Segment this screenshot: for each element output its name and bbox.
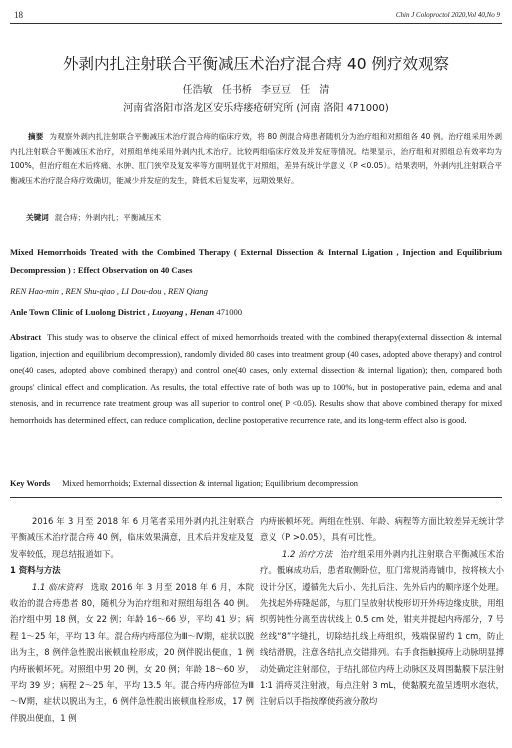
affiliation-en xyxy=(10,307,242,317)
abstract-en-label: Abstract xyxy=(10,333,42,342)
continued-paragraph: 内痔嵌顿坏死。两组在性别、年龄、病程等方面比较差异无统计学意义（P >0.05），具有可比性。 xyxy=(260,516,504,543)
keywords-en-label: Key Words xyxy=(10,479,51,488)
clinical-data-paragraph xyxy=(10,579,254,727)
keywords-cn xyxy=(26,212,161,223)
article-title-cn: 外剥内扎注射联合平衡减压术治疗混合痔 40 例疗效观察 xyxy=(62,55,450,73)
clinical-data-text: 选取 2016 年 3 月至 2018 年 6 月，本院收治的混合痔患者 80，随机分为治疗组和对照组每组各 40 例。治疗组中男 18 例，女 22 例；年龄 16～66 岁，平均 41 岁；病程 1～25 年，平均 13 年。混合痔内痔部位为Ⅲ～Ⅳ期，症状以脱出为主，8 例伴急性脱出嵌顿血栓形成，20 例伴脱出便血，1 例内痔嵌顿坏死。对照组中男 20 例，女 20 例；年龄 18～60 岁，平均 39 岁；病程 2～25 年，平均 13.5 年。混合痔内痔部位为Ⅲ～Ⅳ期，症状以脱出为主，6 例伴急性脱出嵌顿血栓形成，17 例伴脱出便血，1 例 xyxy=(10,581,254,723)
running-header xyxy=(10,8,502,22)
authors-en: REN Hao-min , REN Shu-qiao , LI Dou-dou , REN Qiang xyxy=(10,286,208,296)
abstract-cn xyxy=(10,130,502,188)
intro-paragraph: 2016 年 3 月至 2018 年 6 月笔者采用外剥内扎注射联合平衡减压术治疗混合痔 40 例，临床效果满意，且术后并发症及复发率较低，现总结报道如下。 xyxy=(10,516,254,559)
abstract-cn-label: 摘要 xyxy=(28,132,44,141)
keywords-cn-label: 关键词 xyxy=(26,213,49,222)
section-separator xyxy=(10,497,502,498)
abstract-en xyxy=(10,330,502,430)
abstract-cn-text: 为观察外剥内扎注射联合平衡减压术治疗混合痔的临床疗效，将 80 例混合痔患者随机分为治疗组和对照组各 40 例。治疗组采用外剥内扎注射联合平衡减压术治疗，对照组单纯采用外剥内扎术治疗。比较两组临床疗效及并发症等情况。结果显示，治疗组和对照组总有效率均为 100%，但治疗组在术后疼痛、水肿、肛门狭窄及复发率等方面明显优于对照组，差异有统计学意义（P <0.05）。结果表明，外剥内扎注射联合平衡减压术治疗混合痔疗效确切，能减少并发症的发生，降低术后复发率，远期效果好。 xyxy=(10,132,503,185)
header-rule xyxy=(10,23,502,24)
article-title-en: Mixed Hemorrhoids Treated with the Combined Therapy ( External Dissection & Internal Ligation , Injection and Equilibrium Decompression ) : Effect Observation on 40 Cases xyxy=(10,247,502,275)
body-column-left xyxy=(10,513,254,726)
journal-reference: Chin J Coloproctol 2020,Vol 40,No 9 xyxy=(395,11,500,19)
affiliation-en-location: Luoyang , Henan xyxy=(151,307,215,317)
keywords-cn-text: 混合痔；外剥内扎；平衡减压术 xyxy=(54,213,162,222)
body-column-right xyxy=(260,513,504,710)
keywords-en-text: Mixed hemorrhoids; External dissection & internal ligation; Equilibrium decompression xyxy=(62,479,358,488)
affiliation-en-name: Anle Town Clinic of Luolong District , xyxy=(10,307,150,317)
affiliation-en-zip: 471000 xyxy=(216,307,243,317)
abstract-en-text: This study was to observe the clinical effect of mixed hemorrhoids treated with the combined therapy(external dissection & internal ligation, injection and equilibrium decompression), randomly divided 80 cases into treatment group (40 cases, adopted above therapy) and control one(40 cases, adopted above combined therapy) and control one(40 cases, only external dissection & internal ligation); then, compared both groups' clinical effect and complication. As results, the total effective rate of both was up to 100%, but in postoperative pain, edema and anal stenosis, and in recurrence rate treatment group was all superior to control one( P <0.05). Results show that above combined therapy for mixed hemorrhoids has determined effect, can reduce complication, decline postoperative recurrence rate, and its long-term effect also is good. xyxy=(10,333,502,425)
subsection-label-1-1: 1.1 临床资料 xyxy=(32,581,83,592)
subsection-label-1-2: 1.2 治疗方法 xyxy=(282,548,333,559)
authors-cn: 任浩敏 任书桥 李豆豆 任 清 xyxy=(182,85,330,96)
treatment-paragraph xyxy=(260,546,504,710)
keywords-en xyxy=(10,479,358,488)
section-heading-1: 1 资料与方法 xyxy=(10,565,61,576)
page-number: 18 xyxy=(14,10,23,20)
affiliation-cn: 河南省洛阳市洛龙区安乐痔瘘疮研究所 (河南 洛阳 471000) xyxy=(123,103,389,114)
treatment-text: 治疗组采用外剥内扎注射联合平衡减压术治疗。骶麻成功后，患者取侧卧位，肛门常规消毒铺巾，按将核大小设计分区，遵循先大后小、先扎后注、先外后内的顺序逐个处理。先找起外痔隆起部，与肛门呈放射状梭形切开外痔边缘皮肤，用组织剪钝性分离至齿状线上 0.5 cm 处，钳夹并提起内痔部分，7 号丝线“8”字缝扎，切除结扎线上痔组织，残端保留约 1 cm，防止线结滑脱，注意各结扎点交错排列。右手食指触摸痔上动脉明显搏动处确定注射部位，于结扎部位内痔上动脉区及周围黏膜下层注射 1∶1 消痔灵注射液，每点注射 3 mL，使黏膜充盈呈透明水泡状，注射后以手指按摩使药液分散均 xyxy=(260,548,504,707)
